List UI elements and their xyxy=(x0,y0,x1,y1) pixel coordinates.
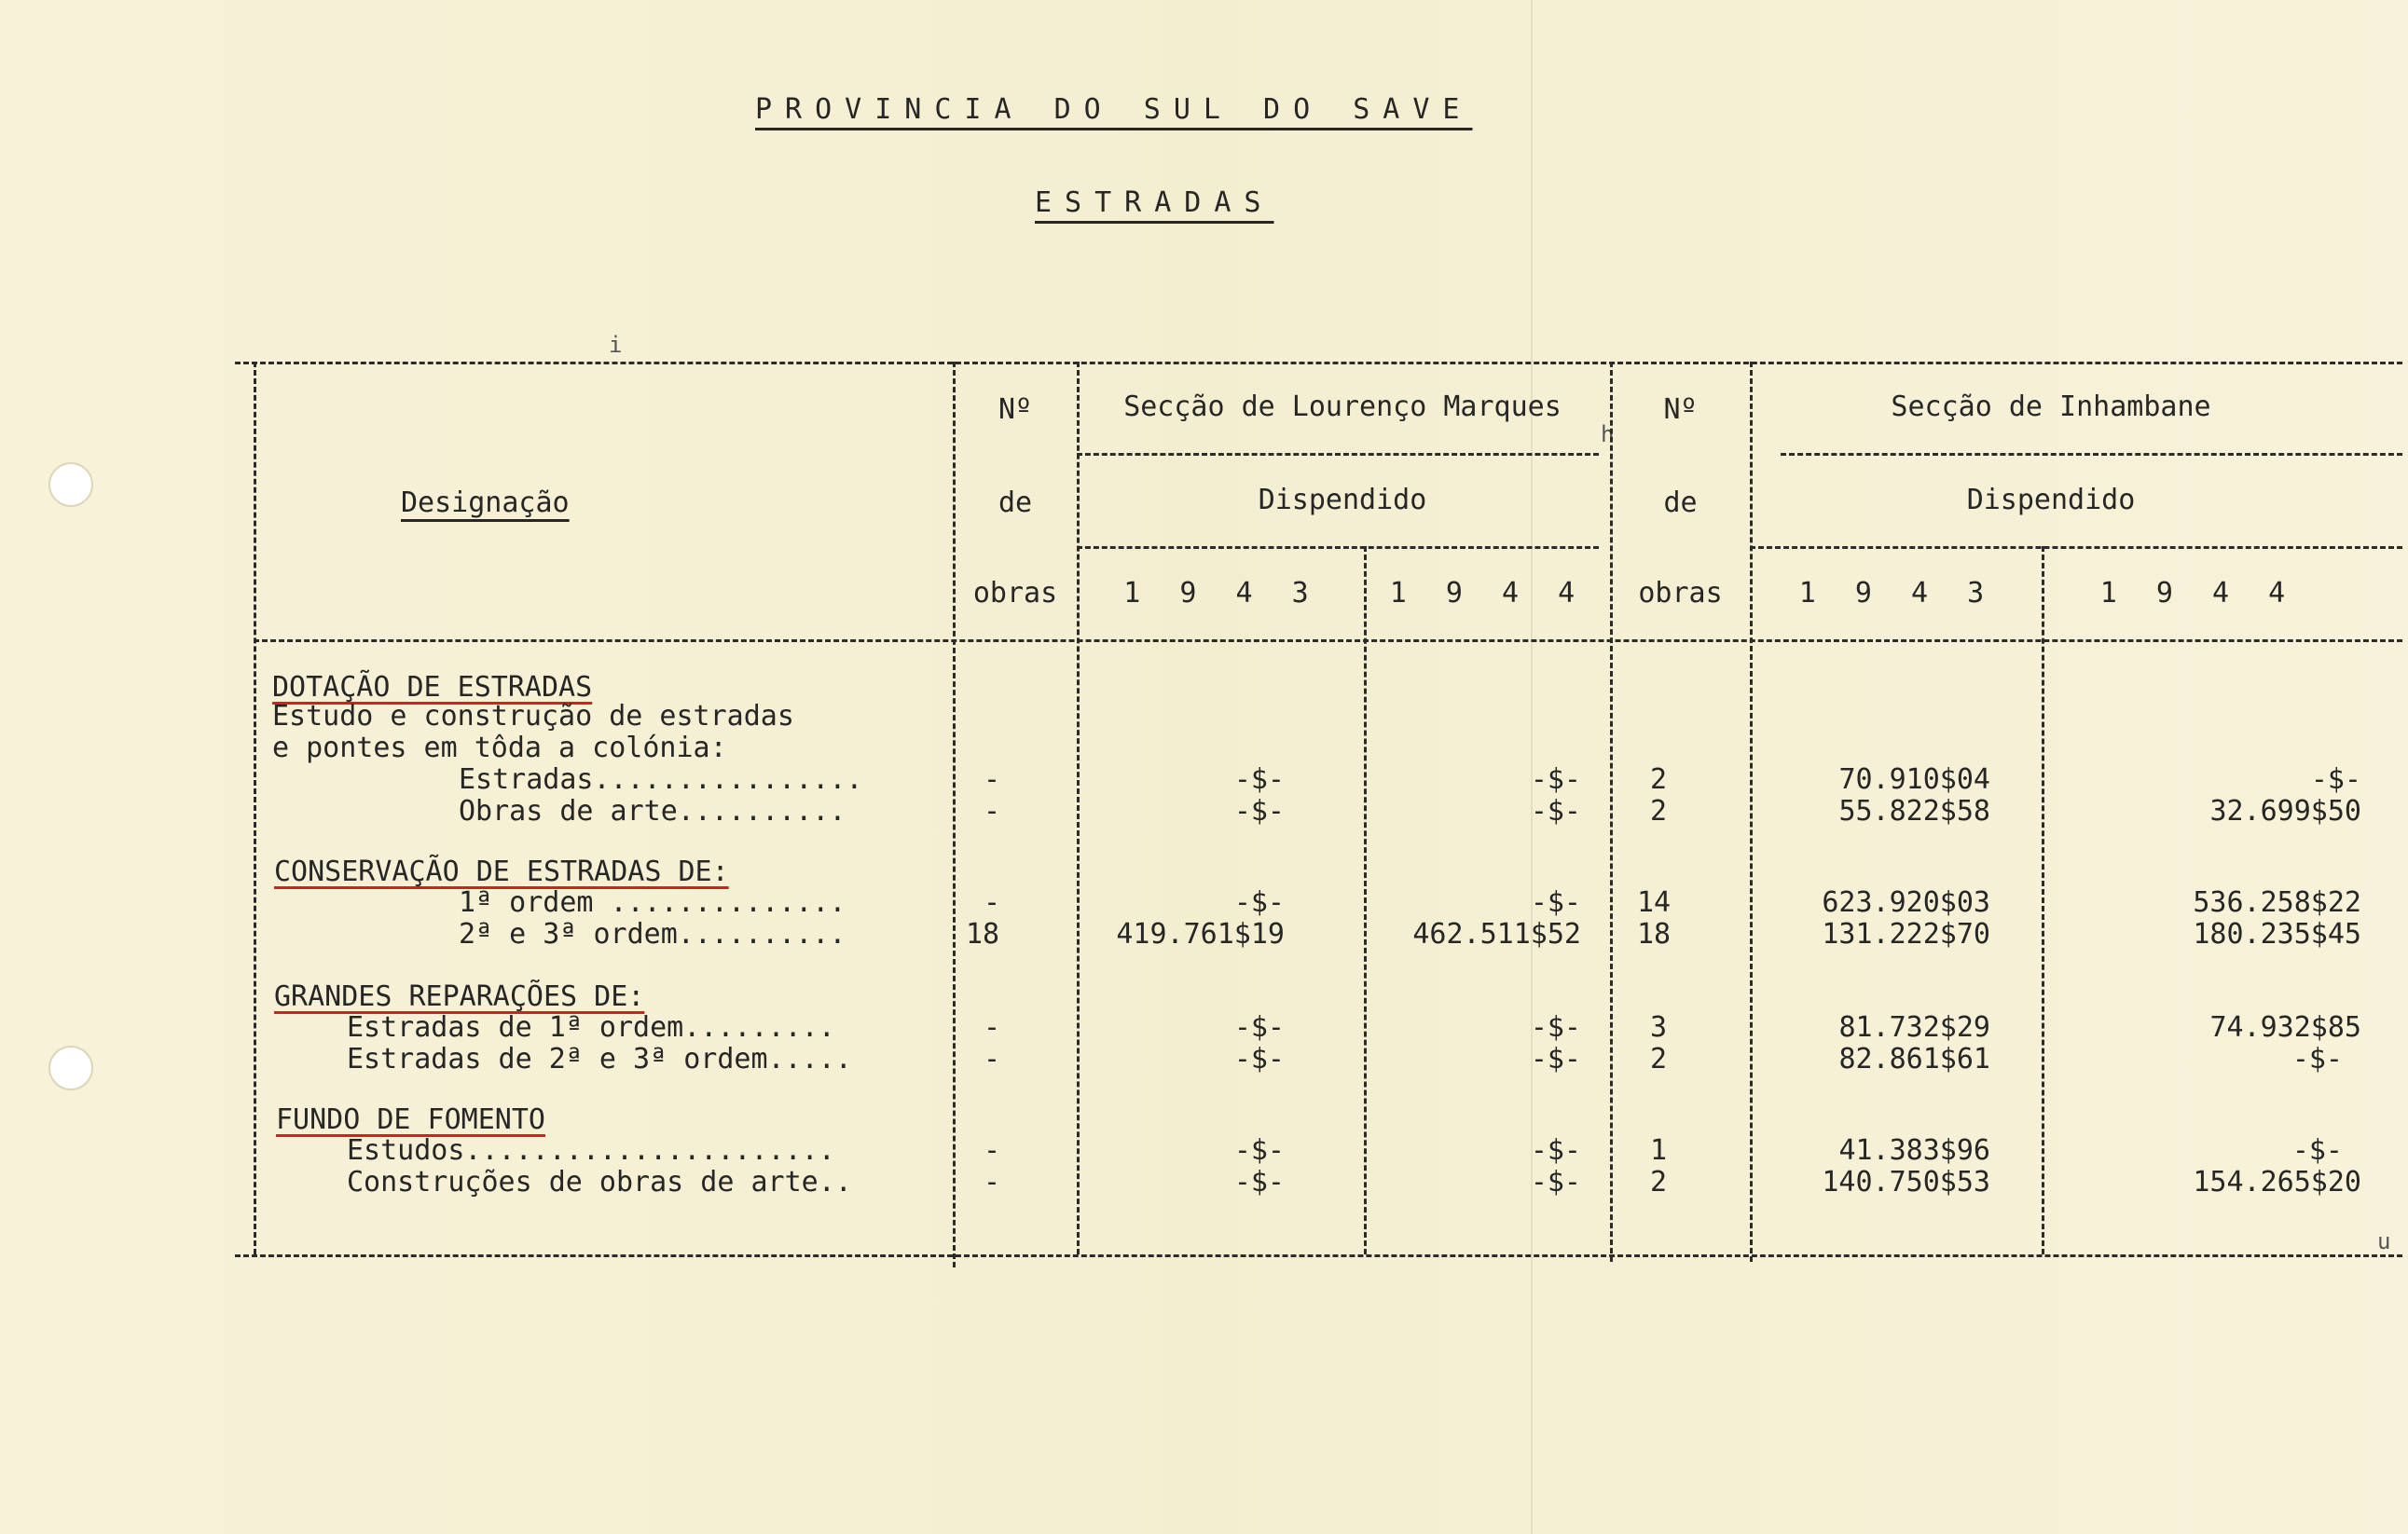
lm-1943-cell: -$- xyxy=(1233,886,1285,919)
row-label: 2ª e 3ª ordem.......... xyxy=(459,918,846,951)
inh-1943-cell: 81.732$29 xyxy=(1838,1011,1990,1044)
header-num-inh: obras xyxy=(1638,577,1723,609)
lm-1944-cell: -$- xyxy=(1530,763,1581,796)
lm-1943-cell: -$- xyxy=(1233,1011,1285,1044)
header-lm-section: Secção de Lourenço Marques xyxy=(1123,390,1562,423)
lm-1943-cell: -$- xyxy=(1233,1166,1285,1198)
stray-mark: u xyxy=(2377,1228,2391,1254)
lm-num-cell: - xyxy=(983,1134,1001,1167)
inh-1944-cell: -$- xyxy=(2291,1134,2343,1167)
lm-num-cell: - xyxy=(983,1043,1001,1075)
lm-1944-cell: -$- xyxy=(1530,1166,1581,1198)
inh-1944-cell: 154.265$20 xyxy=(2193,1166,2361,1198)
lm-1944-cell: -$- xyxy=(1530,1134,1581,1167)
inh-num-cell: 3 xyxy=(1650,1011,1668,1044)
inh-1944-cell: -$- xyxy=(2291,1043,2343,1075)
page-title: PROVINCIA DO SUL DO SAVE xyxy=(755,93,1473,126)
row-label: Estradas de 2ª e 3ª ordem..... xyxy=(347,1043,852,1075)
punch-hole xyxy=(48,462,93,507)
inh-num-cell: 2 xyxy=(1650,795,1668,828)
section-title: GRANDES REPARAÇÕES DE: xyxy=(274,980,645,1013)
inh-num-cell: 1 xyxy=(1650,1134,1668,1167)
section-title: DOTAÇÃO DE ESTRADAS xyxy=(272,671,593,704)
inh-1944-cell: -$- xyxy=(2310,763,2361,796)
row-label: Estradas................ xyxy=(459,763,863,796)
header-designacao: Designação xyxy=(401,486,570,519)
lm-1944-cell: -$- xyxy=(1530,795,1581,828)
row-label: Obras de arte.......... xyxy=(459,795,846,828)
lm-num-cell: - xyxy=(983,1166,1001,1198)
inh-1944-cell: 32.699$50 xyxy=(2209,795,2361,828)
lm-1944-cell: 462.511$52 xyxy=(1412,918,1581,951)
header-lm-1943: 1 9 4 3 xyxy=(1123,577,1320,609)
header-num-inh: Nº xyxy=(1663,393,1698,426)
stray-mark: h xyxy=(1601,421,1615,447)
row-label: 1ª ordem .............. xyxy=(459,886,846,919)
inh-1943-cell: 623.920$03 xyxy=(1822,886,1990,919)
table-rule xyxy=(1781,453,2402,456)
lm-1943-cell: -$- xyxy=(1233,763,1285,796)
header-inh-1943: 1 9 4 3 xyxy=(1798,577,1996,609)
section-title: CONSERVAÇÃO DE ESTRADAS DE: xyxy=(274,856,729,888)
header-num-lm: Nº xyxy=(998,393,1033,426)
table-rule xyxy=(1750,546,2402,549)
row-label: Estradas de 1ª ordem......... xyxy=(347,1011,835,1044)
lm-num-cell: - xyxy=(983,1011,1001,1044)
inh-num-cell: 2 xyxy=(1650,763,1668,796)
header-num-lm: de xyxy=(998,486,1033,519)
lm-num-cell: - xyxy=(983,795,1001,828)
inh-1943-cell: 55.822$58 xyxy=(1838,795,1990,828)
header-inh-dispendido: Dispendido xyxy=(1966,484,2136,516)
lm-1943-cell: 419.761$19 xyxy=(1116,918,1285,951)
lm-1944-cell: -$- xyxy=(1530,1043,1581,1075)
page-subtitle: ESTRADAS xyxy=(1035,186,1274,219)
table-rule xyxy=(254,362,256,1254)
header-inh-1944: 1 9 4 4 xyxy=(2099,577,2297,609)
lm-1943-cell: -$- xyxy=(1233,795,1285,828)
lm-num-cell: 18 xyxy=(966,918,1000,951)
lm-1943-cell: -$- xyxy=(1233,1134,1285,1167)
lm-1944-cell: -$- xyxy=(1530,886,1581,919)
header-inh-section: Secção de Inhambane xyxy=(1891,390,2211,423)
inh-1943-cell: 140.750$53 xyxy=(1822,1166,1990,1198)
inh-1943-cell: 41.383$96 xyxy=(1838,1134,1990,1167)
section-intro: Estudo e construção de estradas xyxy=(272,700,794,733)
table-rule xyxy=(1077,453,1599,456)
table-rule xyxy=(235,1254,2402,1257)
lm-1943-cell: -$- xyxy=(1233,1043,1285,1075)
inh-1944-cell: 74.932$85 xyxy=(2209,1011,2361,1044)
inh-1943-cell: 82.861$61 xyxy=(1838,1043,1990,1075)
header-lm-dispendido: Dispendido xyxy=(1258,484,1427,516)
inh-num-cell: 2 xyxy=(1650,1043,1668,1075)
table-rule xyxy=(1077,546,1599,549)
table-rule xyxy=(254,639,2402,642)
inh-1944-cell: 180.235$45 xyxy=(2193,918,2361,951)
header-num-lm: obras xyxy=(972,577,1058,609)
inh-1943-cell: 70.910$04 xyxy=(1838,763,1990,796)
punch-hole xyxy=(48,1046,93,1090)
section-intro: e pontes em tôda a colónia: xyxy=(272,732,727,764)
section-title: FUNDO DE FOMENTO xyxy=(276,1103,545,1136)
row-label: Estudos...................... xyxy=(347,1134,835,1167)
inh-num-cell: 18 xyxy=(1637,918,1672,951)
lm-num-cell: - xyxy=(983,763,1001,796)
row-label: Construções de obras de arte.. xyxy=(347,1166,852,1198)
header-lm-1944: 1 9 4 4 xyxy=(1389,577,1587,609)
table-rule xyxy=(235,362,2402,364)
lm-num-cell: - xyxy=(983,886,1001,919)
inh-num-cell: 14 xyxy=(1637,886,1672,919)
inh-1944-cell: 536.258$22 xyxy=(2193,886,2361,919)
header-num-inh: de xyxy=(1663,486,1698,519)
stray-mark: i xyxy=(609,332,623,358)
inh-num-cell: 2 xyxy=(1650,1166,1668,1198)
inh-1943-cell: 131.222$70 xyxy=(1822,918,1990,951)
lm-1944-cell: -$- xyxy=(1530,1011,1581,1044)
